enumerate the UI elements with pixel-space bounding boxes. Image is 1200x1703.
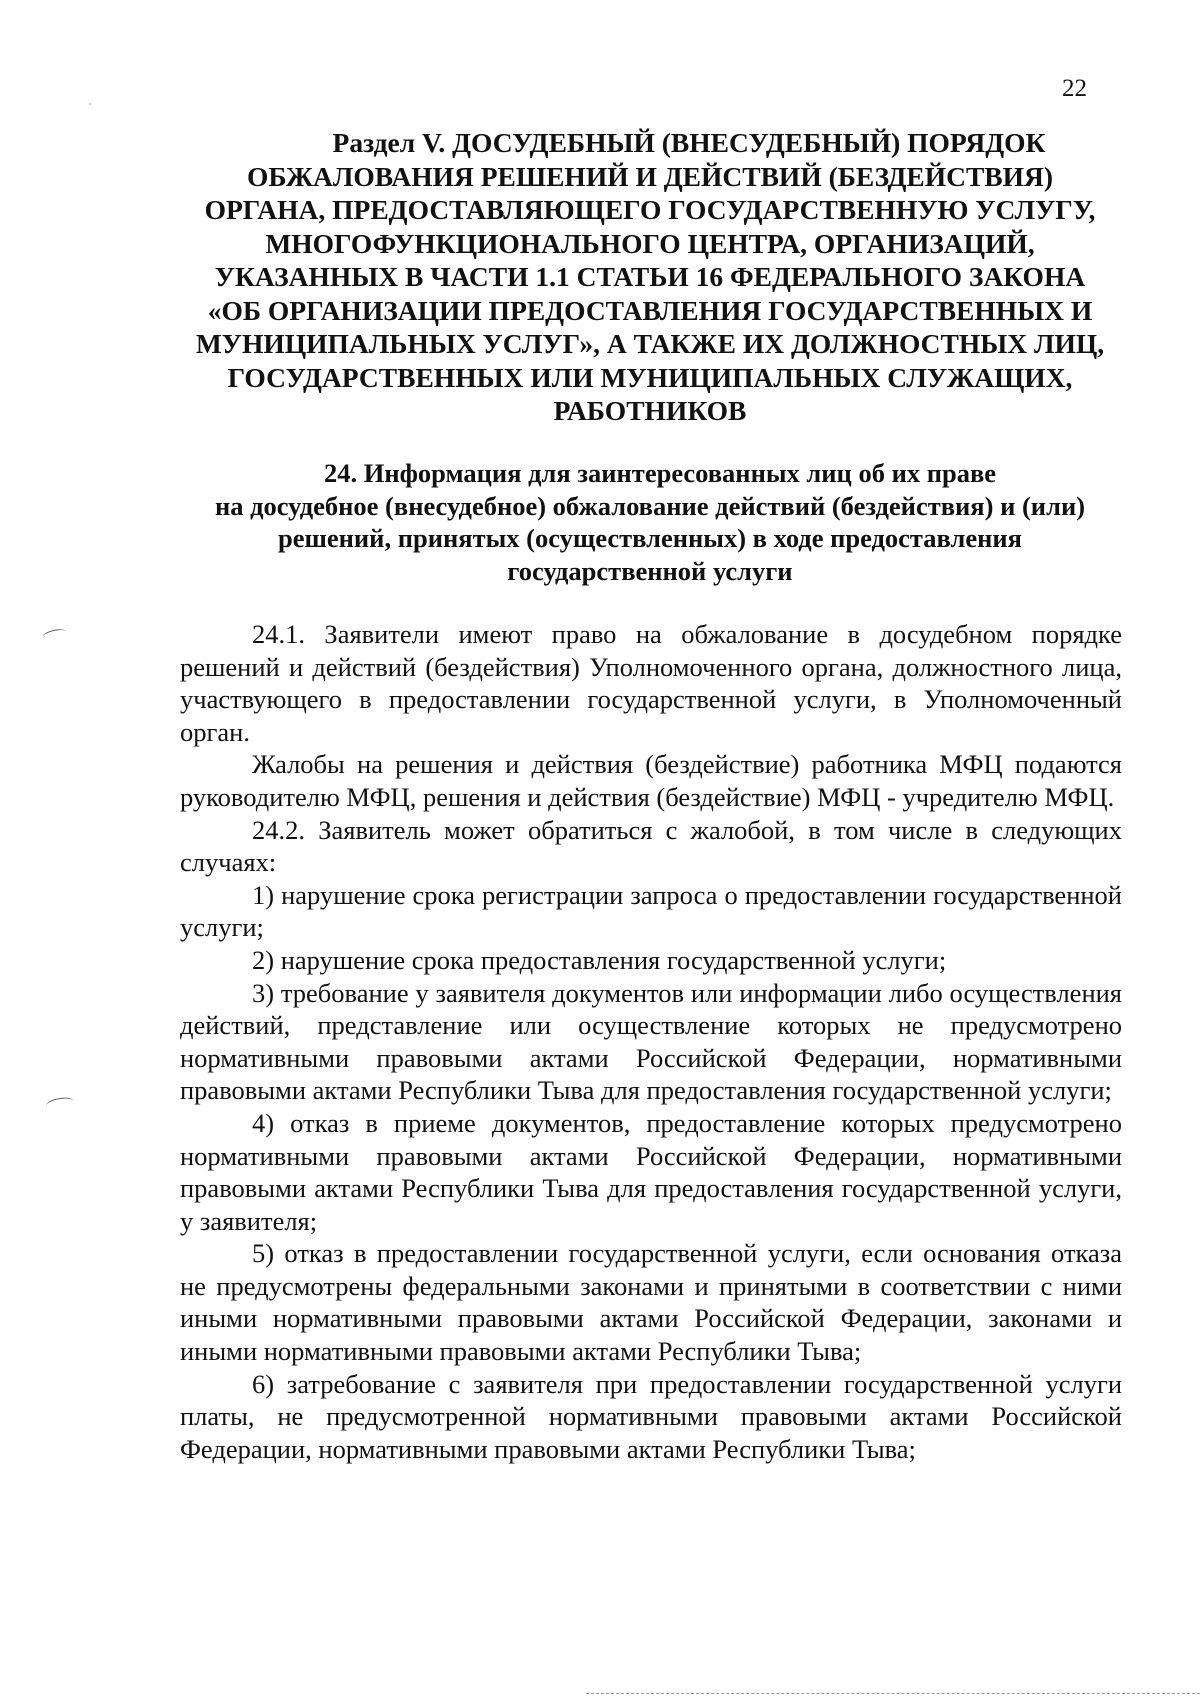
subsection-title-line: решений, принятых (осуществленных) в ходе предоставления	[278, 523, 1022, 553]
section-title-line: ОРГАНА, ПРЕДОСТАВЛЯЮЩЕГО ГОСУДАРСТВЕННУЮ УСЛУГУ,	[204, 194, 1096, 225]
scan-edge-line	[586, 1693, 1200, 1694]
section-title-line: Раздел V. ДОСУДЕБНЫЙ (ВНЕСУДЕБНЫЙ) ПОРЯДОК	[332, 127, 1046, 158]
paragraph-complaints-mfc: Жалобы на решения и действия (бездействие) работника МФЦ подаются руководителю МФЦ, решения и действия (бездействие) МФЦ - учредителю МФЦ.	[180, 749, 1122, 812]
list-item-2: 2) нарушение срока предоставления государственной услуги;	[252, 944, 947, 975]
paragraph-24-1: 24.1. Заявители имеют право на обжалование в досудебном порядке решений и действий (бездействия) Уполномоченного органа, должностного лица, участвующего в предоставлении государственной услуги, в Уполномоченный орган.	[180, 619, 1122, 747]
subsection-title-line: на досудебное (внесудебное) обжалование действий (бездействия) и (или)	[214, 490, 1086, 521]
section-title-line: МНОГОФУНКЦИОНАЛЬНОГО ЦЕНТРА, ОРГАНИЗАЦИЙ,	[265, 227, 1035, 259]
list-item-3: 3) требование у заявителя документов или информации либо осуществления действий, представление или осуществление которых не предусмотрено нормативными правовыми актами Российской Федерации, нормативными правовыми актами Республики Тыва для предоставления государственной услуги;	[180, 977, 1122, 1106]
scan-mark	[41, 627, 66, 642]
scan-speck	[89, 103, 91, 105]
paragraph-24-2: 24.2. Заявитель может обратиться с жалобой, в том числе в следующих случаях:	[180, 814, 1122, 878]
section-title-line: РАБОТНИКОВ	[553, 395, 747, 426]
subsection-title	[180, 457, 1120, 587]
section-title-line: МУНИЦИПАЛЬНЫХ УСЛУГ», А ТАКЖЕ ИХ ДОЛЖНОСТНЫХ ЛИЦ,	[195, 328, 1105, 359]
list-item-4: 4) отказ в приеме документов, предоставление которых предусмотрено нормативными правовыми актами Российской Федерации, нормативными правовыми актами Республики Тыва для предоставления государственной услуги, у заявителя;	[180, 1107, 1122, 1236]
section-title-line: ОБЖАЛОВАНИЯ РЕШЕНИЙ И ДЕЙСТВИЙ (БЕЗДЕЙСТВИЯ)	[246, 160, 1054, 192]
scan-mark	[45, 1096, 74, 1112]
page-number: 22	[1062, 75, 1087, 102]
section-title-line: «ОБ ОРГАНИЗАЦИИ ПРЕДОСТАВЛЕНИЯ ГОСУДАРСТВЕННЫХ И	[207, 294, 1093, 326]
section-title	[180, 126, 1120, 428]
list-item-6: 6) затребование с заявителя при предоставлении государственной услуги платы, не предусмотренной нормативными правовыми актами Российской Федерации, нормативными правовыми актами Республики Тыва;	[180, 1368, 1122, 1464]
subsection-title-line: 24. Информация для заинтересованных лиц об их праве	[323, 458, 997, 488]
list-item-1: 1) нарушение срока регистрации запроса о предоставлении государственной услуги;	[180, 879, 1122, 943]
section-title-line: ГОСУДАРСТВЕННЫХ ИЛИ МУНИЦИПАЛЬНЫХ СЛУЖАЩИХ,	[227, 361, 1073, 393]
subsection-title-line: государственной услуги	[507, 555, 793, 586]
document-body	[180, 618, 1122, 1465]
list-item-5: 5) отказ в предоставлении государственной услуги, если основания отказа не предусмотрены федеральными законами и принятыми в соответствии с ними иными нормативными правовыми актами Российской Федерации, законами и иными нормативными правовыми актами Республики Тыва;	[180, 1238, 1122, 1367]
section-title-line: УКАЗАННЫХ В ЧАСТИ 1.1 СТАТЬИ 16 ФЕДЕРАЛЬНОГО ЗАКОНА	[214, 261, 1086, 292]
